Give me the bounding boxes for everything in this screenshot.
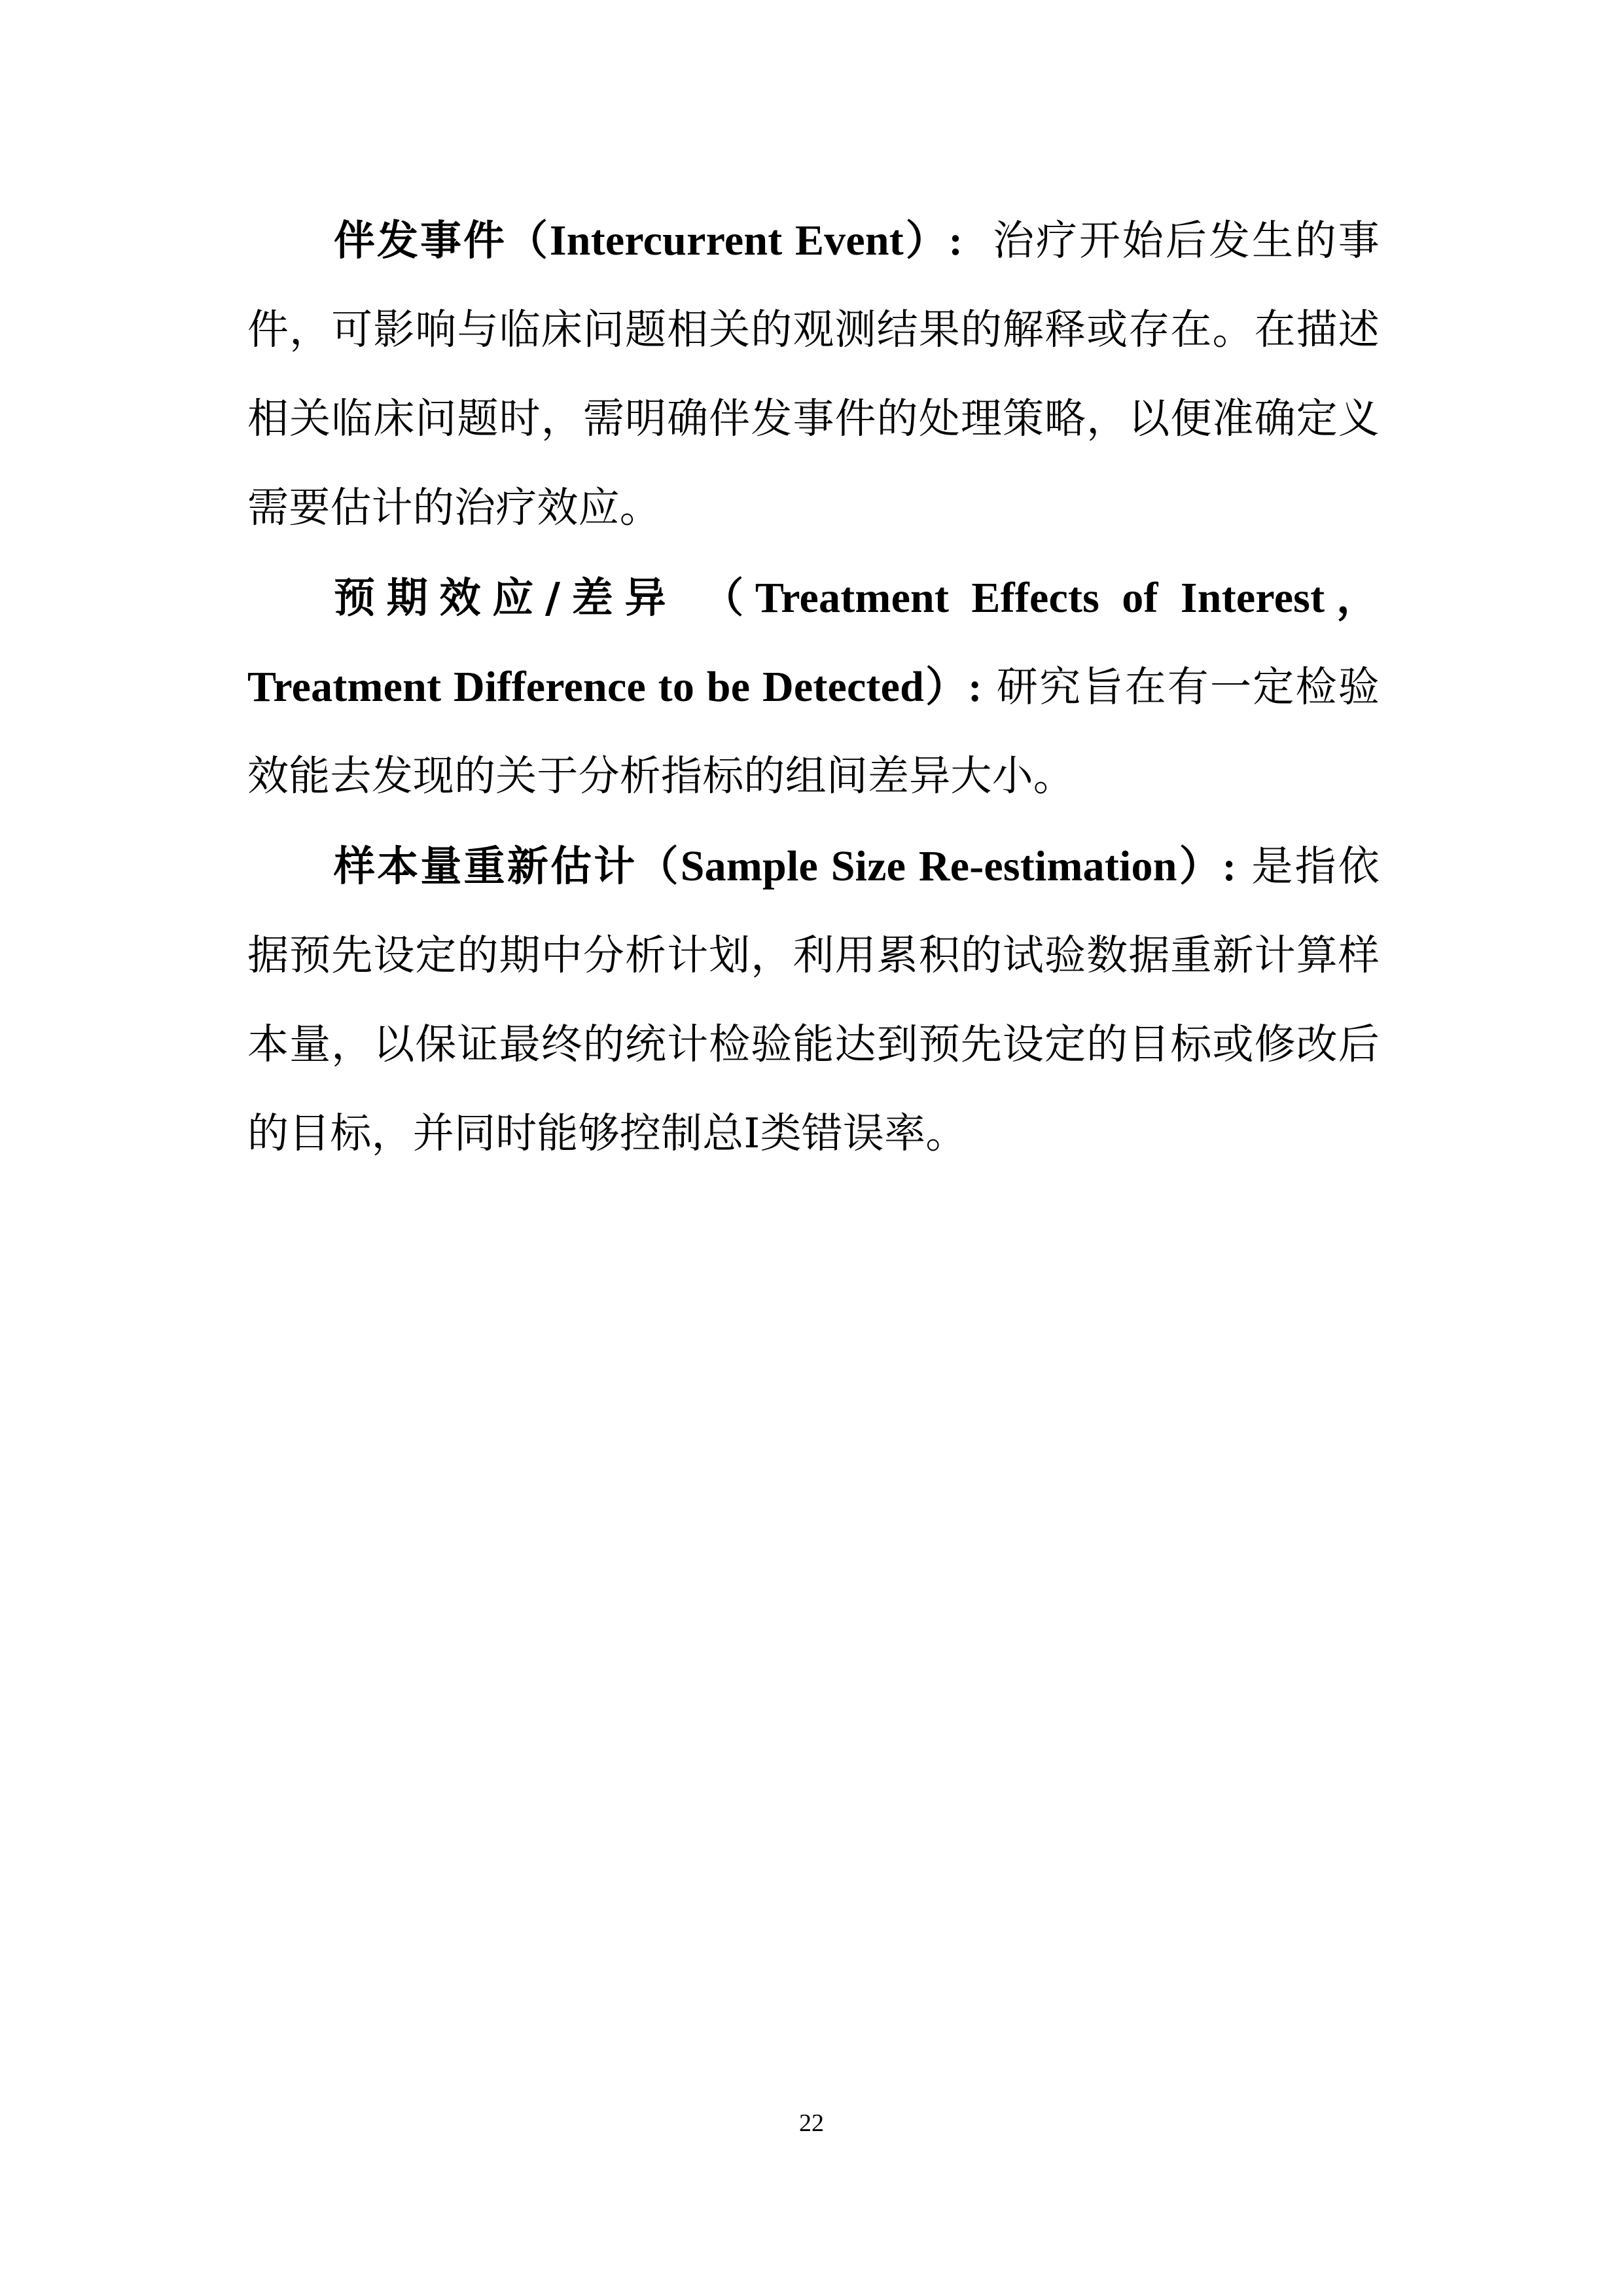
term-english: Intercurrent Event (549, 217, 904, 264)
term-colon: : (968, 664, 982, 710)
page-number: 22 (799, 2109, 824, 2137)
close-paren: ） (1177, 844, 1222, 889)
term-colon: : (948, 218, 963, 264)
term-definition: 研究旨在有一定检验效能去发现的关于分析指标的组间差异大小。 (247, 663, 1380, 800)
glossary-entry-sample-size-reestimation (247, 822, 1380, 1178)
term-chinese: 样本量重新估计 (334, 842, 637, 890)
glossary-entry-intercurrent-event (247, 196, 1380, 552)
term-chinese: 预期效应/差异 (334, 574, 678, 622)
close-paren: ） (924, 664, 969, 710)
term-chinese: 伴发事件 (334, 217, 507, 264)
term-english: Sample Size Re-estimation (680, 842, 1177, 890)
term-english: Treatment Effects of Interest，Treatment Difference to be Detected (247, 574, 1380, 711)
glossary-entry-treatment-effects (247, 554, 1380, 821)
open-paren: （ (506, 218, 550, 264)
open-paren: （ (702, 575, 755, 621)
term-definition: 治疗开始后发生的事件，可影响与临床问题相关的观测结果的解释或存在。在描述相关临床问题时，需明确伴发事件的处理策略，以便准确定义需要估计的治疗效应。 (247, 217, 1380, 531)
term-colon: : (1222, 844, 1237, 889)
close-paren: ） (903, 218, 949, 264)
open-paren: （ (637, 844, 681, 889)
term-definition: 是指依据预先设定的期中分析计划，利用累积的试验数据重新计算样本量，以保证最终的统计检验能达到预先设定的目标或修改后的目标，并同时能够控制总I类错误率。 (247, 842, 1380, 1157)
glossary-section (247, 196, 1380, 1179)
